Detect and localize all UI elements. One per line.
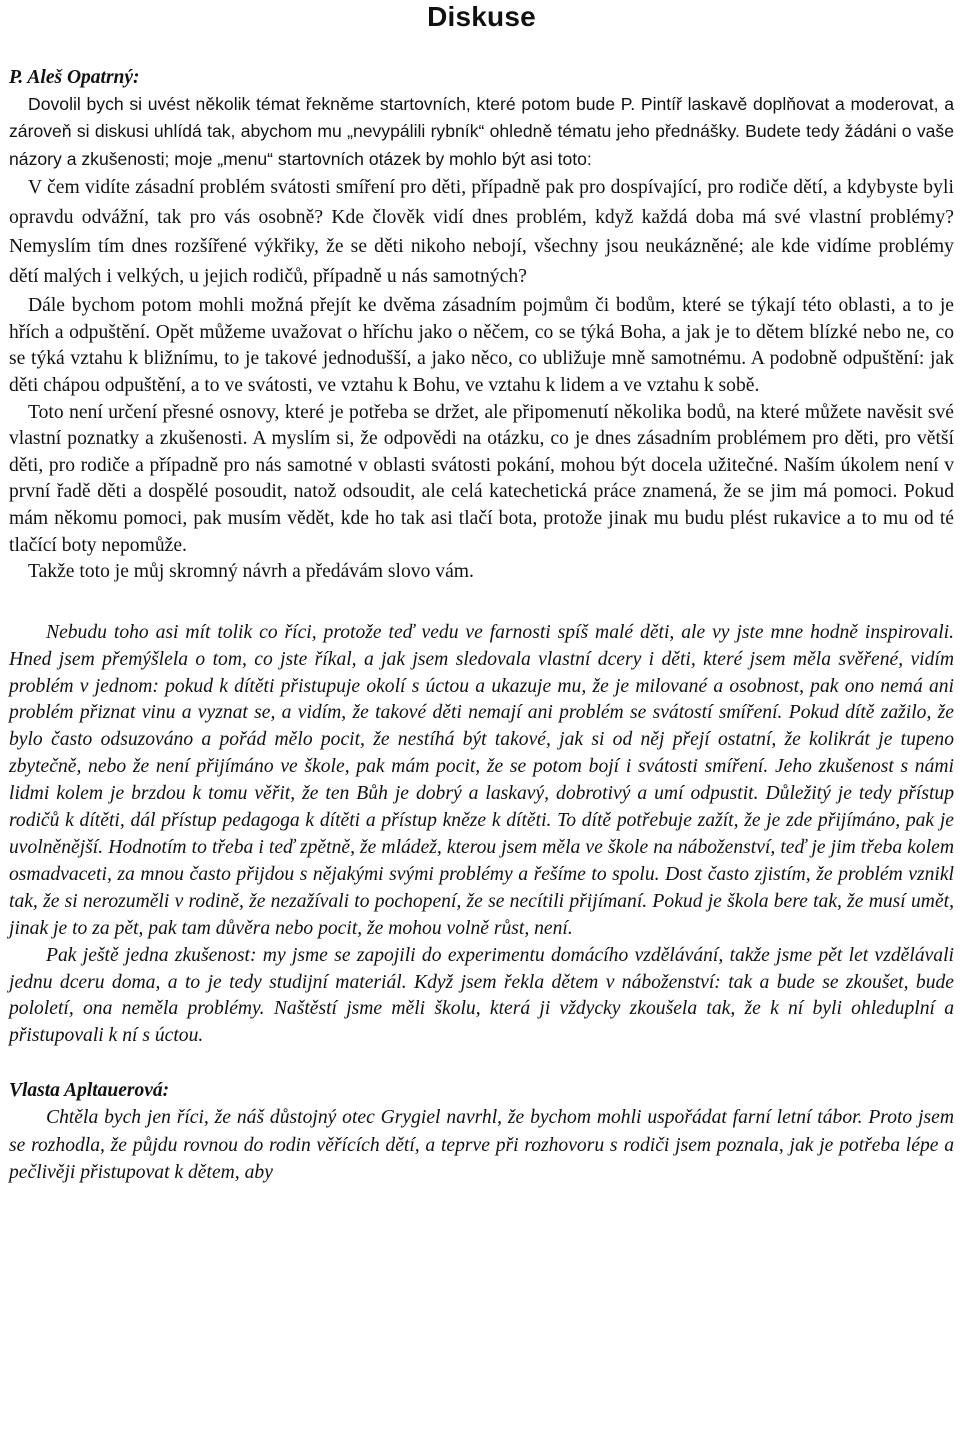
paragraph: Dále bychom potom mohli možná přejít ke dvěma zásadním pojmům či bodům, které se týkají této oblasti, a to je hřích a odpuštění. Opět můžeme uvažovat o hříchu jako o něčem, co se týká Boha, a jak je to dětem blízké nebo ne, co se týká vztahu k bližnímu, to je takové jednodušší, a jako něco, co ubližuje mně samotnému. A podobně odpuštění: jak děti chápou odpuštění, a to ve svátosti, ve vztahu k Bohu, ve vztahu k lidem a ve vztahu k sobě.	[9, 295, 954, 396]
paragraph: Dovolil bych si uvést několik témat řekněme startovních, které potom bude P. Pintíř laskavě doplňovat a moderovat, a zároveň si diskusi uhlídá tak, abychom mu „nevypálili rybník“ ohledně tématu jeho přednášky. Budete tedy žádáni o vaše názory a zkušenosti; moje „menu“ startovních otázek by mohlo být asi toto:	[9, 94, 954, 169]
paragraph: V čem vidíte zásadní problém svátosti smíření pro děti, případně pak pro dospívající, pro rodiče dětí, a kdybyste byli opravdu odvážní, tak pro vás osobně? Kde člověk vidí dnes problém, když každá doba má své vlastní problémy? Nemyslím tím dnes rozšířené výkřiky, že se děti nikoho nebojí, všechny jsou neukázněné; ale kde vidíme problémy dětí malých i velkých, u jejich rodičů, případně u nás samotných?	[9, 177, 954, 287]
speaker-name: P. Aleš Opatrný:	[9, 67, 140, 88]
section-apltauerova	[9, 1078, 954, 1187]
page-title: Diskuse	[427, 1, 536, 32]
paragraph: Takže toto je můj skromný návrh a předávám slovo vám.	[28, 561, 474, 583]
document-page	[9, 0, 954, 1187]
paragraph: Chtěla bych jen říci, že náš důstojný otec Grygiel navrhl, že bychom mohli uspořádat farní letní tábor. Proto jsem se rozhodla, že půjdu rovnou do rodin věřících dětí, a teprve při rozhovoru s rodiči jsem poznala, jak je potřeba lépe a pečlivěji přistupovat k dětem, aby	[9, 1107, 954, 1184]
speaker-name: Vlasta Apltauerová:	[9, 1080, 170, 1102]
paragraph: Nebudu toho asi mít tolik co říci, protože teď vedu ve farnosti spíš malé děti, ale vy jste mne hodně inspirovali. Hned jsem přemýšlela o tom, co jste říkal, a jak jsem sledovala vlastní dcery i děti, které jsem měla svěřené, vidím problém v jednom: pokud k dítěti přistupuje okolí s úctou a ukazuje mu, že je milované a osobnost, pak ono nemá ani problém přiznat vinu a vyznat se, a vidím, že takové děti nemají ani problém se svátostí smíření. Pokud dítě zažilo, že bylo často odsuzováno a pořád mělo pocit, že nestíhá být takové, jak si od něj přejí ostatní, že kolikrát je tupeno zbytečně, nebo že není přijímáno ve škole, pak mám pocit, že se potom bojí i svátosti smíření. Jeho zkušenost s námi lidmi kolem je brzdou k tomu věřit, že ten Bůh je dobrý a laskavý, dobrotivý a umí odpustit. Důležitý je tedy přístup rodičů k dítěti, dál přístup pedagoga k dítěti a přístup kněze k dítěti. To dítě potřebuje zažít, že je zde přijímáno, pak je uvolněnější. Hodnotím to třeba i teď zpětně, že mládež, kterou jsem měla ve škole na náboženství, teď je jim třeba kolem osmadvaceti, za mnou často přijdou s nějakými svými problémy a řešíme to spolu. Dost často zjistím, že problém vznikl tak, že si nerozuměli v rodině, že nezažívali to pochopení, že se necítili přijímaní. Pokud je škola bere tak, že musí umět, jinak je to za pět, pak tam důvěra nebo pocit, že mohou volně růst, není.	[9, 621, 954, 939]
section-opatrny	[9, 65, 954, 586]
paragraph: Toto není určení přesné osnovy, které je potřeba se držet, ale připomenutí několika bodů, na které můžete navěsit své vlastní poznatky a zkušenosti. A myslím si, že odpovědi na otázku, co je dnes zásadním problémem pro děti, pro větší děti, pro rodiče a případně pro nás samotné v oblasti svátosti pokání, mohou být docela užitečné. Naším úkolem není v první řadě děti a dospělé posoudit, natož odsoudit, ale celá katechetická práce znamená, že se jim má pomoci. Pokud mám někomu pomoci, pak musím vědět, kde ho tak asi tlačí bota, protože jinak mu budu plést rukavice a to mu od té tlačící boty nepomůže.	[9, 401, 954, 556]
paragraph: Pak ještě jedna zkušenost: my jsme se zapojili do experimentu domácího vzdělávání, takže jsme pět let vzdělávali jednu dceru doma, a to je tedy studijní materiál. Když jsem řekla dětem v náboženství: tak a bude se zkoušet, bude pololetí, ona neměla problémy. Naštěstí jsme měli školu, která ji vždycky zkoušela tak, že k ní byli ohleduplní a přistupovali k ní s úctou.	[9, 944, 954, 1047]
section-response	[9, 620, 954, 1051]
